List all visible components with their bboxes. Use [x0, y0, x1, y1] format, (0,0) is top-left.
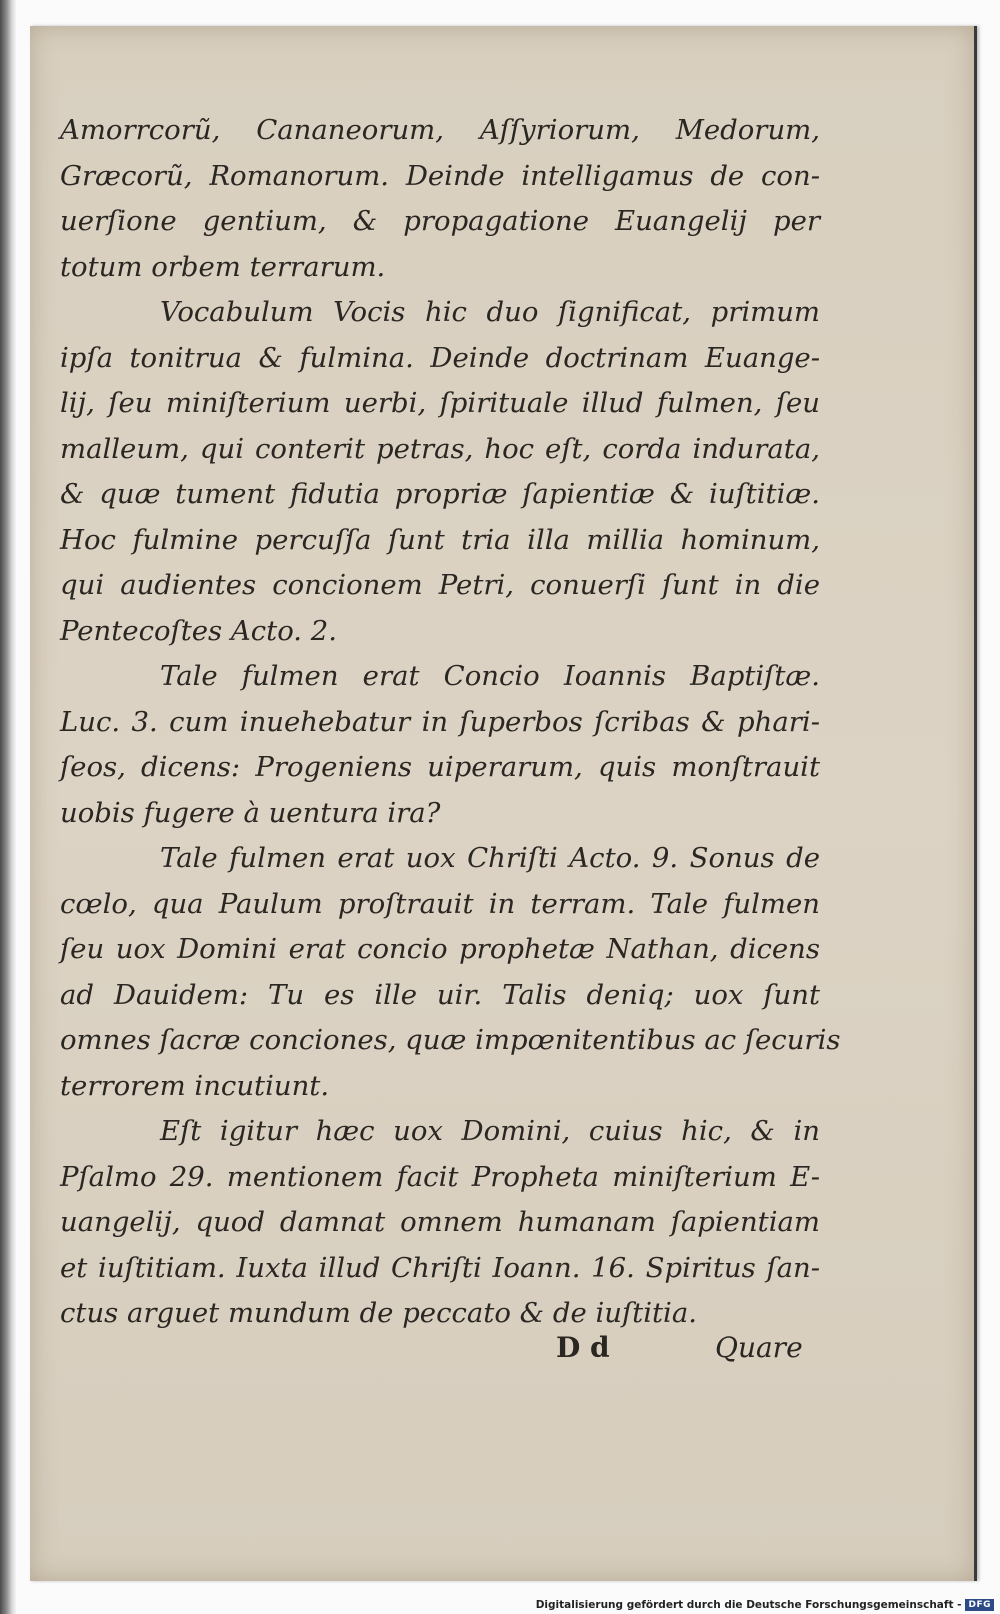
text-line: lij, ſeu miniſterium uerbi, ſpirituale illud fulmen, ſeu — [60, 387, 820, 419]
book-page — [30, 26, 977, 1581]
text-line: totum orbem terrarum. — [60, 250, 386, 283]
page-text-block — [60, 108, 841, 1337]
catchword: Quare — [715, 1331, 803, 1364]
text-line: Amorrcorũ, Cananeorum, Aſſyriorum, Medorum, — [60, 114, 820, 146]
text-line: ſeos, dicens: Progeniens uiperarum, quis monſtrauit — [60, 751, 820, 783]
text-line: et iuſtitiam. Iuxta illud Chriſti Ioann. 16. Spiritus ſan- — [60, 1251, 820, 1284]
text-line: cœlo, qua Paulum proſtrauit in terram. Tale fulmen — [60, 887, 820, 920]
text-line: ad Dauidem: Tu es ille uir. Talis deniq; uox ſunt — [60, 978, 820, 1011]
text-line: Eſt igitur hæc uox Domini, cuius hic, & in — [160, 1115, 820, 1147]
text-line: uangelij, quod damnat omnem humanam ſapientiam — [60, 1206, 820, 1238]
text-line: ipſa tonitrua & fulmina. Deinde doctrinam Euange- — [60, 341, 820, 374]
text-line: ctus arguet mundum de peccato & de iuſtitia. — [60, 1297, 697, 1329]
digitization-credit — [536, 1599, 994, 1611]
text-line: uerſione gentium, & propagatione Euangelij per — [60, 205, 820, 237]
text-line: Hoc fulmine percuſſa ſunt tria illa millia hominum, — [60, 523, 820, 556]
text-line: Luc. 3. cum inuehebatur in ſuperbos ſcribas & phari- — [60, 705, 820, 738]
text-line: Pſalmo 29. mentionem facit Propheta miniſterium E- — [60, 1160, 820, 1193]
text-line: Græcorũ, Romanorum. Deinde intelligamus de con- — [60, 159, 820, 192]
text-line: Vocabulum Vocis hic duo ſignificat, primum — [160, 296, 820, 328]
signature-mark: D d — [556, 1331, 610, 1364]
page-foot — [60, 1331, 820, 1377]
text-line: Pentecoſtes Acto. 2. — [60, 614, 338, 647]
text-line: & quæ tument fidutia propriæ ſapientiæ & iuſtitiæ. — [60, 478, 820, 510]
dfg-logo-icon: DFG — [965, 1599, 994, 1611]
book-spine-edge — [0, 0, 16, 1614]
text-line: Tale fulmen erat Concio Ioannis Baptiſtæ. — [160, 660, 820, 692]
text-line: Tale fulmen erat uox Chriſti Acto. 9. Sonus de — [160, 842, 820, 874]
text-line: omnes ſacræ conciones, quæ impœnitentibus ac ſecuris — [60, 1024, 841, 1056]
text-line: terrorem incutiunt. — [60, 1069, 330, 1102]
text-line: ſeu uox Domini erat concio prophetæ Nathan, dicens — [60, 933, 820, 965]
text-line: qui audientes concionem Petri, conuerſi ſunt in die — [60, 569, 820, 601]
text-line: uobis fugere à uentura ira? — [60, 796, 441, 829]
text-line: malleum, qui conterit petras, hoc eſt, corda indurata, — [60, 432, 820, 465]
credit-text: Digitalisierung gefördert durch die Deutsche Forschungsgemeinschaft - — [535, 1599, 962, 1611]
